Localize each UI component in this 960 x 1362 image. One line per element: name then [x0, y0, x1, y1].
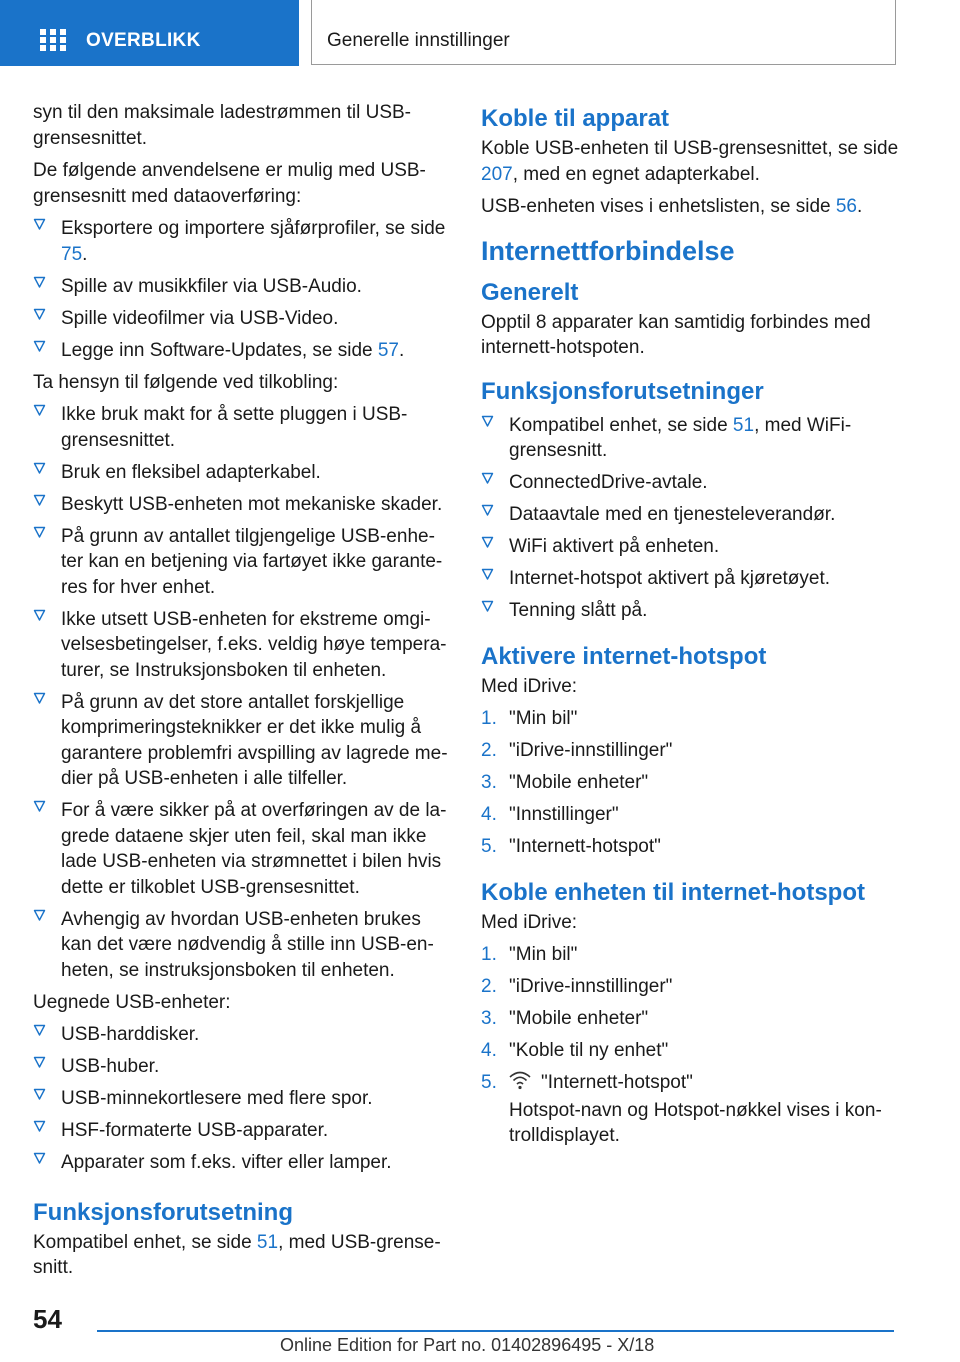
step-text: "iDrive-innstillinger": [509, 740, 673, 761]
overview-tab[interactable]: [0, 0, 299, 66]
paragraph: syn til den maksimale ladestrømmen til USB-grensesnittet.: [33, 102, 411, 149]
list-item-text: .: [399, 339, 405, 361]
paragraph: [33, 1230, 451, 1281]
step-number: 2.: [481, 976, 497, 997]
step-number: 4.: [481, 1040, 497, 1061]
step-number: 1.: [481, 944, 497, 965]
page-link[interactable]: 51: [256, 1231, 279, 1253]
list-item: [33, 798, 451, 900]
triangle-bullet-icon: [481, 504, 495, 518]
list-item-text: Internet-hotspot aktivert på kjøretøyet.: [509, 568, 831, 589]
heading-connect-device: Koble til apparat: [481, 105, 670, 132]
list-item: [481, 974, 901, 1000]
list-item: [33, 1086, 451, 1112]
list-item: [481, 738, 901, 764]
list-item: [33, 1118, 451, 1144]
footer-edition: Online Edition for Part no. 01402896495 - X/18: [280, 1335, 655, 1355]
step-text: "Innstillinger": [509, 804, 619, 825]
list-item: [481, 802, 901, 828]
step-text: "Mobile enheter": [509, 772, 649, 793]
list-item: [481, 413, 901, 464]
page-link[interactable]: 207: [481, 163, 513, 185]
list-item-text: På grunn av antallet tilgjengelige USB-enhe-ter kan en betjening via fartøyet ikke garante-res for hver enhet.: [61, 525, 443, 598]
list-item: [33, 1150, 451, 1176]
list-item-text: Kompatibel enhet, se side: [509, 414, 733, 436]
list-item: [481, 598, 901, 624]
list-item-text: .: [82, 243, 88, 265]
triangle-bullet-icon: [481, 600, 495, 614]
heading-internet-connection: Internettforbindelse: [481, 235, 735, 266]
list-item-text: Spille av musikkfiler via USB-Audio.: [61, 275, 362, 297]
triangle-bullet-icon: [33, 404, 47, 418]
link-steps-list: [481, 942, 901, 1064]
page-number: 54: [33, 1304, 62, 1334]
list-item-text: Bruk en fleksibel adapterkabel.: [61, 461, 321, 483]
step-number: 5.: [481, 1072, 497, 1093]
step-number: 4.: [481, 804, 497, 825]
triangle-bullet-icon: [33, 1120, 47, 1134]
step-text: "Koble til ny enhet": [509, 1040, 669, 1061]
heading-activate-hotspot: Aktivere internet-hotspot: [481, 642, 767, 670]
page-link[interactable]: 57: [377, 339, 399, 361]
list-item: [33, 338, 451, 364]
header-bar: [0, 0, 960, 66]
list-item: [33, 607, 451, 684]
paragraph: Opptil 8 apparater kan samtidig forbindes med internett-hotspoten.: [481, 311, 871, 358]
uses-list: [33, 216, 451, 363]
page-link[interactable]: 56: [835, 196, 857, 217]
list-item: [33, 907, 451, 984]
list-item: [481, 942, 901, 968]
list-item-text: Eksportere og importere sjåførprofiler, se side: [61, 218, 446, 239]
list-item: [33, 274, 451, 300]
list-item-text: Spille videofilmer via USB-Video.: [61, 307, 339, 329]
triangle-bullet-icon: [481, 568, 495, 582]
step-text: "Internett-hotspot": [541, 1072, 693, 1093]
triangle-bullet-icon: [33, 800, 47, 814]
list-item-text: , med WiFi-grensesnitt.: [509, 414, 852, 461]
triangle-bullet-icon: [33, 1056, 47, 1070]
step-text: "Mobile enheter": [509, 1008, 649, 1029]
step-number: 3.: [481, 772, 497, 793]
triangle-bullet-icon: [33, 340, 47, 354]
heading-general: Generelt: [481, 278, 579, 306]
list-item-text: Ikke utsett USB-enheten for ekstreme omgi-velsesbetingelser, f.eks. veldig høye tempera-turer, se Instruksjonsboken til enheten.: [61, 608, 447, 681]
triangle-bullet-icon: [33, 692, 47, 706]
right-column: [481, 102, 901, 1156]
triangle-bullet-icon: [33, 1088, 47, 1102]
step-text: "Internett-hotspot": [509, 836, 661, 857]
paragraph: Med iDrive:: [481, 675, 578, 697]
triangle-bullet-icon: [33, 526, 47, 540]
list-item: [481, 534, 901, 560]
list-item-text: WiFi aktivert på enheten.: [509, 536, 720, 557]
unsuitable-list: [33, 1022, 451, 1176]
text: USB-enheten vises i enhetslisten, se side: [481, 196, 836, 217]
triangle-bullet-icon: [481, 415, 495, 429]
list-item: [33, 1054, 451, 1080]
list-item: [481, 1038, 901, 1064]
triangle-bullet-icon: [33, 218, 47, 232]
text: , med en egnet adapterkabel.: [512, 163, 760, 185]
triangle-bullet-icon: [33, 1024, 47, 1038]
text: Kompatibel enhet, se side: [33, 1231, 257, 1253]
list-item-text: USB-harddisker.: [61, 1024, 200, 1045]
list-item: [33, 460, 451, 486]
step-note: Hotspot-navn og Hotspot-nøkkel vises i kon-trolldisplayet.: [509, 1099, 882, 1146]
heading-connect-hotspot: Koble enheten til internet-hotspot: [481, 878, 865, 906]
triangle-bullet-icon: [481, 536, 495, 550]
list-item-text: USB-huber.: [61, 1056, 160, 1077]
list-item-text: Beskytt USB-enheten mot mekaniske skader.: [61, 493, 443, 515]
triangle-bullet-icon: [33, 609, 47, 623]
list-item: [481, 1006, 901, 1032]
step-text: "Min bil": [509, 708, 578, 729]
triangle-bullet-icon: [481, 472, 495, 486]
overview-tab-label: OVERBLIKK: [86, 30, 201, 51]
step-number: 5.: [481, 836, 497, 857]
prerequisites-list: [481, 413, 901, 624]
list-item-text: Dataavtale med en tjenesteleverandør.: [509, 504, 836, 525]
list-item: [33, 306, 451, 332]
list-item: [481, 834, 901, 860]
list-item-text: For å være sikker på at overføringen av de la-grede dataene skjer uten feil, skal man ikke lade USB-enheten via strømnettet i bilen hvis dette er tilkoblet USB-grensesnittet.: [61, 800, 447, 898]
paragraph: Uegnede USB-enheter:: [33, 991, 231, 1013]
left-column: [33, 100, 451, 1288]
footer-divider: [97, 1330, 894, 1332]
list-item: [481, 470, 901, 496]
page-link[interactable]: 51: [732, 414, 755, 436]
list-item: [33, 1022, 451, 1048]
paragraph: [481, 136, 901, 187]
step-text: "Min bil": [509, 944, 578, 965]
notes-list: [33, 402, 451, 983]
list-item-text: USB-minnekortlesere med flere spor.: [61, 1088, 373, 1109]
page-link[interactable]: 75: [61, 243, 83, 265]
section-header: [311, 0, 896, 65]
list-item: [481, 566, 901, 592]
triangle-bullet-icon: [33, 462, 47, 476]
list-item: [481, 770, 901, 796]
list-item-text: ConnectedDrive-avtale.: [509, 472, 708, 493]
list-item: [33, 524, 451, 601]
triangle-bullet-icon: [33, 494, 47, 508]
wifi-icon: [509, 1070, 531, 1090]
list-item: [33, 690, 451, 792]
heading-prerequisites: Funksjonsforutsetninger: [481, 377, 764, 405]
text: Koble USB-enheten til USB-grensesnittet, se side: [481, 138, 899, 159]
paragraph: De følgende anvendelsene er mulig med USB-grensesnitt med dataoverføring:: [33, 160, 426, 207]
triangle-bullet-icon: [33, 308, 47, 322]
list-item: [33, 216, 451, 267]
list-item: [33, 402, 451, 453]
grid-menu-icon: [40, 29, 66, 51]
section-title: Generelle innstillinger: [327, 30, 510, 51]
activate-steps-list: [481, 706, 901, 860]
paragraph: Ta hensyn til følgende ved tilkobling:: [33, 371, 339, 393]
list-item-text: Avhengig av hvordan USB-enheten brukes kan det være nødvendig å stille inn USB-en-heten, se instruksjonsboken til enheten.: [61, 908, 434, 981]
list-item: [481, 1070, 901, 1096]
triangle-bullet-icon: [33, 909, 47, 923]
list-item: [481, 706, 901, 732]
step-number: 1.: [481, 708, 497, 729]
heading-prerequisite: Funksjonsforutsetning: [33, 1198, 293, 1226]
list-item-text: Tenning slått på.: [509, 600, 648, 621]
list-item-text: Legge inn Software-Updates, se side: [61, 339, 378, 361]
triangle-bullet-icon: [33, 276, 47, 290]
text: .: [857, 196, 863, 217]
step-number: 3.: [481, 1008, 497, 1029]
list-item-text: Apparater som f.eks. vifter eller lamper.: [61, 1152, 392, 1173]
list-item-text: HSF-formaterte USB-apparater.: [61, 1120, 329, 1141]
list-item: [33, 492, 451, 518]
list-item: [481, 502, 901, 528]
step-text: "iDrive-innstillinger": [509, 976, 673, 997]
text: , med USB-grense-snitt.: [33, 1231, 441, 1278]
paragraph: Med iDrive:: [481, 911, 578, 933]
paragraph: [481, 194, 901, 220]
list-item-text: På grunn av det store antallet forskjellige komprimeringsteknikker er det ikke mulig å garantere problemfri avspilling av lagrede me-dier på USB-enheten i alle tilfeller.: [61, 691, 448, 789]
list-item-text: Ikke bruk makt for å sette pluggen i USB-grensesnittet.: [61, 404, 408, 451]
step-number: 2.: [481, 740, 497, 761]
triangle-bullet-icon: [33, 1152, 47, 1166]
